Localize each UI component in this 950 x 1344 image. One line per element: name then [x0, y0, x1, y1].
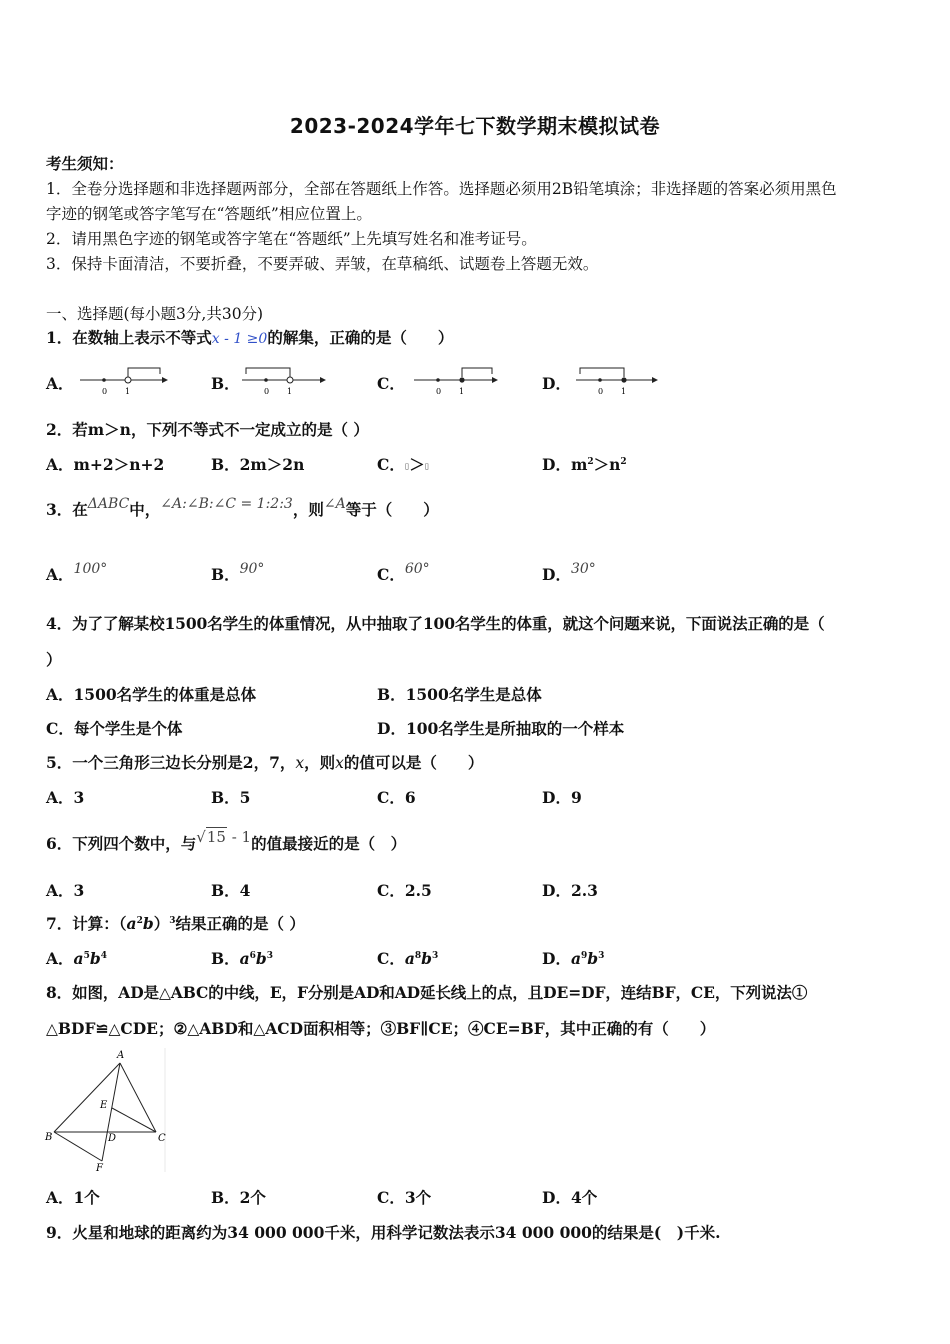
q7-b-label: B．: [211, 949, 240, 968]
q3-angle: ∠A: [323, 496, 346, 512]
q3-option-d: [542, 563, 596, 585]
q3-b-value: 90°: [239, 561, 265, 577]
q1-inequality: x - 1 ≥0: [211, 331, 268, 347]
q1-option-a-label: A．: [46, 374, 74, 393]
q7-d-exp-b: 3: [598, 950, 605, 961]
q3-option-c: [377, 563, 430, 585]
question-7-stem: [46, 912, 305, 934]
q2-d-sup-1: 2: [587, 456, 594, 467]
q2-c-right-fraction-icon: ▯: [424, 461, 430, 471]
q5-pre: 5．一个三角形三边长分别是2，7，: [46, 753, 296, 772]
question-5-stem: [46, 751, 483, 773]
q7-base-b: b: [142, 914, 154, 933]
q1-option-d-label: D．: [542, 374, 571, 393]
q7-d-label: D．: [542, 949, 571, 968]
q3-option-b: [211, 563, 264, 585]
notice-heading: 考生须知：: [46, 154, 124, 173]
q1-b-tick-1: 1: [287, 387, 293, 396]
section-heading: 一、选择题(每小题3分,共30分): [46, 305, 264, 323]
q3-b-label: B．: [211, 565, 240, 584]
q7-c-exp-b: 3: [432, 950, 439, 961]
q7-option-d: [542, 947, 604, 969]
q2-option-c: [377, 453, 429, 475]
q8-label-c: C: [158, 1133, 166, 1144]
q5-option-d: D．9: [542, 788, 582, 807]
notice-line-4: 3．保持卡面清洁，不要折叠，不要弄破、弄皱，在草稿纸、试题卷上答题无效。: [46, 255, 599, 273]
q7-pre: 7．计算：（: [46, 914, 127, 933]
q6-option-c: C．2.5: [377, 881, 432, 900]
q7-b-base-a: a: [239, 949, 250, 968]
q3-pre: 3．在: [46, 500, 88, 519]
q2-option-d: [542, 453, 627, 475]
q2-d-sup-2: 2: [620, 456, 627, 467]
q7-base-a: a: [126, 914, 137, 933]
q6-root-expression: [196, 828, 251, 846]
q2-option-b: B．2m＞2n: [211, 455, 305, 474]
q5-mid: ，则: [304, 753, 336, 772]
q1-number-line-d: [574, 362, 664, 398]
q3-a-label: A．: [46, 565, 74, 584]
q3-c-value: 60°: [404, 561, 430, 577]
q7-option-b: [211, 947, 273, 969]
question-4-stem-2: ）: [46, 650, 62, 669]
q6-radicand: 15: [206, 828, 226, 846]
question-4-stem-1: 4．为了了解某校1500名学生的体重情况，从中抽取了100名学生的体重，就这个问题来说，下面说法正确的是（: [46, 614, 825, 633]
q1-post: 的解集，正确的是（ ）: [267, 328, 454, 347]
q2-c-left-fraction-icon: ▯: [404, 461, 410, 471]
q8-option-c: C．3个: [377, 1188, 432, 1207]
q3-d-label: D．: [542, 565, 571, 584]
q1-a-tick-1: 1: [125, 387, 131, 396]
q3-mid-2: ，则: [292, 500, 324, 519]
q7-b-exp-a: 6: [249, 950, 256, 961]
q7-a-base-b: b: [89, 949, 101, 968]
q3-option-a: [46, 563, 107, 585]
q7-a-base-a: a: [73, 949, 84, 968]
q7-b-exp-b: 3: [266, 950, 274, 961]
q5-x-1: x: [295, 754, 305, 772]
q6-tail: - 1: [226, 828, 252, 846]
q4-option-c: C．每个学生是个体: [46, 719, 183, 738]
question-1-stem: [46, 326, 453, 348]
q1-pre: 1．在数轴上表示不等式: [46, 328, 212, 347]
q1-c-tick-1: 1: [459, 387, 465, 396]
q6-option-b: B．4: [211, 881, 251, 900]
q5-option-b: B．5: [211, 788, 251, 807]
q8-label-b: B: [45, 1132, 53, 1143]
q2-c-label: C．: [377, 455, 405, 474]
q5-x-2: x: [335, 754, 344, 772]
q7-option-a: [46, 947, 107, 969]
q8-geometry-figure: [44, 1046, 170, 1176]
q7-exp-a: 2: [136, 915, 143, 926]
q8-option-a: A．1个: [46, 1188, 100, 1207]
q7-c-exp-a: 8: [414, 950, 422, 961]
q7-outer-exp: 3: [169, 915, 176, 926]
q1-d-tick-1: 1: [621, 387, 627, 396]
q1-number-line-b: [240, 362, 330, 398]
q8-label-f: F: [96, 1163, 103, 1174]
q8-label-a: A: [117, 1050, 125, 1061]
q8-label-d: D: [108, 1133, 117, 1144]
notice-line-1: 1．全卷分选择题和非选择题两部分，全部在答题纸上作答。选择题必须用2B铅笔填涂；非选择题的答案必须用黑色: [46, 180, 837, 198]
q5-option-a: A．3: [46, 788, 85, 807]
q7-post: 结果正确的是（ ）: [175, 914, 305, 933]
q7-c-base-b: b: [421, 949, 432, 968]
q5-post: 的值可以是（ ）: [343, 753, 484, 772]
q7-b-base-b: b: [255, 949, 267, 968]
q7-d-exp-a: 9: [581, 950, 588, 961]
q1-number-line-a: [78, 362, 168, 398]
q3-d-value: 30°: [570, 561, 596, 577]
q2-option-a: A．m+2＞n+2: [46, 455, 165, 474]
q2-d-pre: D．m: [542, 455, 588, 474]
q7-close: ）: [153, 914, 170, 933]
q7-a-exp-b: 4: [100, 950, 107, 961]
q7-c-label: C．: [377, 949, 405, 968]
q1-c-tick-0: 0: [436, 387, 442, 396]
q1-option-b-label: B．: [211, 374, 240, 393]
q1-number-line-c: [412, 362, 502, 398]
question-6-stem: [46, 828, 407, 854]
q2-d-mid: ＞n: [593, 455, 621, 474]
q1-option-c-label: C．: [377, 374, 405, 393]
q7-option-c: [377, 947, 438, 969]
q3-c-label: C．: [377, 565, 405, 584]
q6-option-d: D．2.3: [542, 881, 598, 900]
q7-d-base-a: a: [570, 949, 581, 968]
q6-post: 的值最接近的是（ ）: [251, 834, 407, 853]
question-2-stem: 2．若m＞n，下列不等式不一定成立的是（ ）: [46, 420, 369, 439]
q8-option-b: B．2个: [211, 1188, 266, 1207]
question-8-stem-2: △BDF≌△CDE；②△ABD和△ACD面积相等；③BF∥CE；④CE=BF，其中正确的有（ ）: [46, 1019, 716, 1038]
q8-label-e: E: [100, 1100, 108, 1111]
q6-pre: 6．下列四个数中，与: [46, 834, 197, 853]
q3-triangle: ΔABC: [87, 496, 130, 512]
q1-d-tick-0: 0: [598, 387, 604, 396]
question-9-stem: 9．火星和地球的距离约为34 000 000千米，用科学记数法表示34 000 000的结果是( )千米.: [46, 1223, 721, 1242]
exam-title: 2023-2024学年七下数学期末模拟试卷: [289, 114, 661, 138]
q7-c-base-a: a: [404, 949, 415, 968]
q4-option-a: A．1500名学生的体重是总体: [46, 685, 257, 704]
notice-line-2: 字迹的钢笔或答字笔写在“答题纸”相应位置上。: [46, 205, 372, 223]
q4-option-b: B．1500名学生是总体: [377, 685, 542, 704]
q3-post: 等于（ ）: [345, 500, 439, 519]
q4-option-d: D．100名学生是所抽取的一个样本: [377, 719, 625, 738]
q1-b-tick-0: 0: [264, 387, 270, 396]
q8-option-d: D．4个: [542, 1188, 598, 1207]
q6-sqrt-icon: √: [196, 828, 206, 846]
q1-a-tick-0: 0: [102, 387, 108, 396]
q3-a-value: 100°: [73, 561, 108, 577]
q3-ratio: ∠A:∠B:∠C = 1:2:3: [160, 496, 293, 512]
question-8-stem-1: 8．如图，AD是△ABC的中线，E，F分别是AD和AD延长线上的点，且DE=DF，连结BF，CE，下列说法①: [46, 983, 808, 1002]
notice-line-3: 2．请用黑色字迹的钢笔或答字笔在“答题纸”上先填写姓名和准考证号。: [46, 230, 537, 248]
question-3-stem: [46, 498, 439, 520]
q2-c-gt: ＞: [409, 455, 425, 474]
q7-a-exp-a: 5: [83, 950, 90, 961]
q5-option-c: C．6: [377, 788, 416, 807]
q6-option-a: A．3: [46, 881, 85, 900]
q7-d-base-b: b: [587, 949, 599, 968]
q7-a-label: A．: [46, 949, 74, 968]
q3-mid-1: 中，: [129, 500, 161, 519]
